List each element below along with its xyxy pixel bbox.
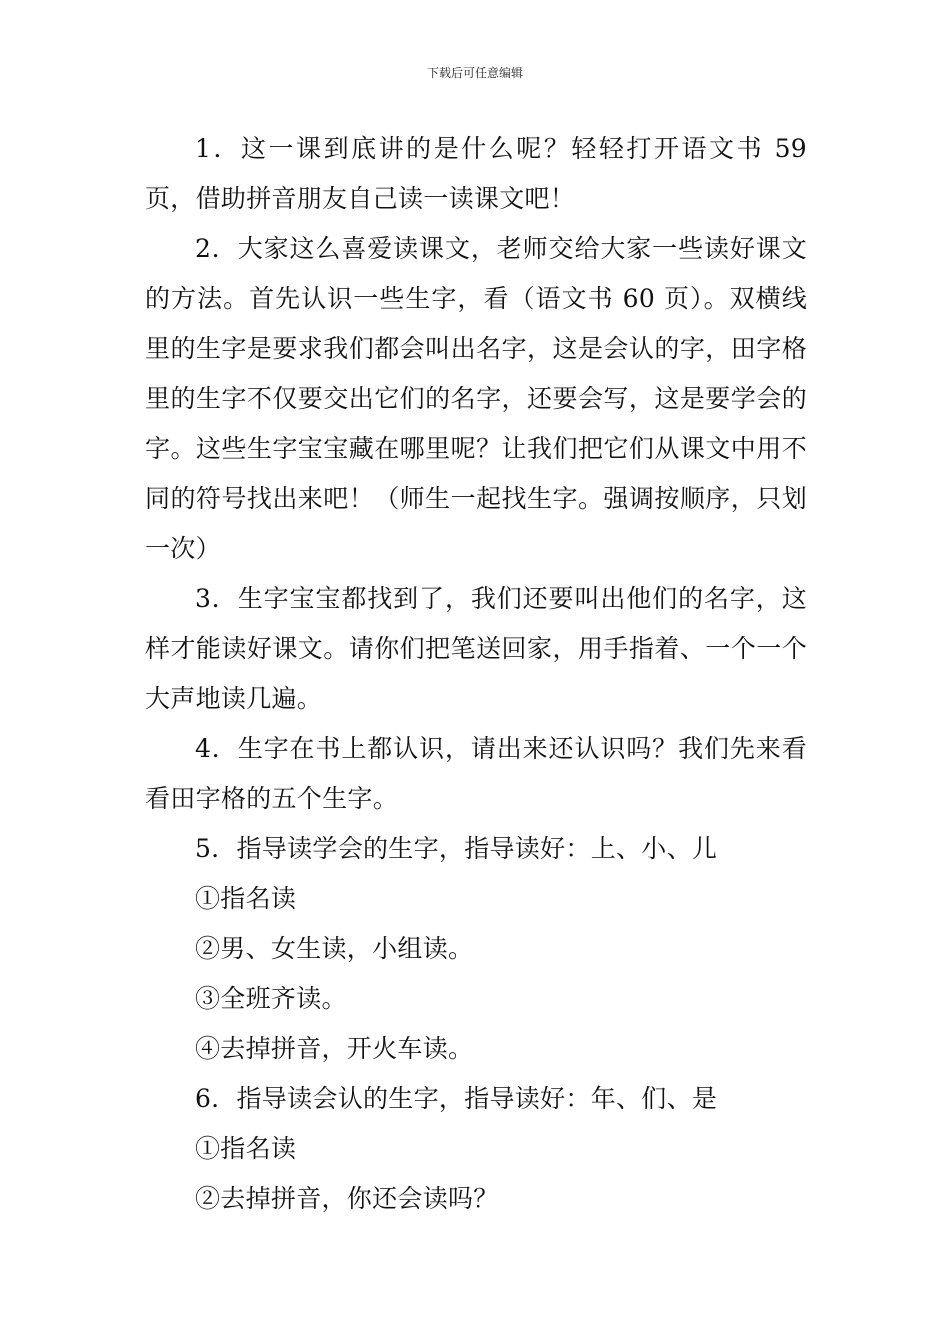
list-item-5-3: ③全班齐读。: [195, 984, 347, 1013]
page-header: 下载后可任意编辑: [426, 66, 523, 80]
paragraph-6: 6．指导读会认的生字，指导读好：年、们、是: [195, 1084, 718, 1113]
list-item-6-2: ②去掉拼音，你还会读吗？: [195, 1184, 499, 1213]
list-item-5-4: ④去掉拼音，开火车读。: [195, 1034, 474, 1063]
paragraph-4: 4．生字在书上都认识，请出来还认识吗？我们先来看看田字格的五个生字。: [145, 734, 807, 813]
list-item-6-1: ①指名读: [195, 1134, 297, 1163]
list-item-5-1: ①指名读: [195, 884, 297, 913]
document-body: [145, 124, 807, 1224]
list-item-5-2: ②男、女生读，小组读。: [195, 934, 474, 963]
paragraph-2: 2．大家这么喜爱读课文，老师交给大家一些读好课文的方法。首先认识一些生字，看（语文书 60 页）。双横线里的生字是要求我们都会叫出名字，这是会认的字，田字格里的生字不仅要交出它们的名字，还要会写，这是要学会的字。这些生字宝宝藏在哪里呢？让我们把它们从课文中用不同的符号找出来吧！（师生一起找生字。强调按顺序，只划一次）: [145, 234, 807, 563]
paragraph-1: 1．这一课到底讲的是什么呢？轻轻打开语文书 59 页，借助拼音朋友自己读一读课文吧！: [145, 134, 807, 213]
paragraph-5: 5．指导读学会的生字，指导读好：上、小、儿: [195, 834, 718, 863]
paragraph-3: 3．生字宝宝都找到了，我们还要叫出他们的名字，这样才能读好课文。请你们把笔送回家，用手指着、一个一个大声地读几遍。: [145, 584, 807, 713]
